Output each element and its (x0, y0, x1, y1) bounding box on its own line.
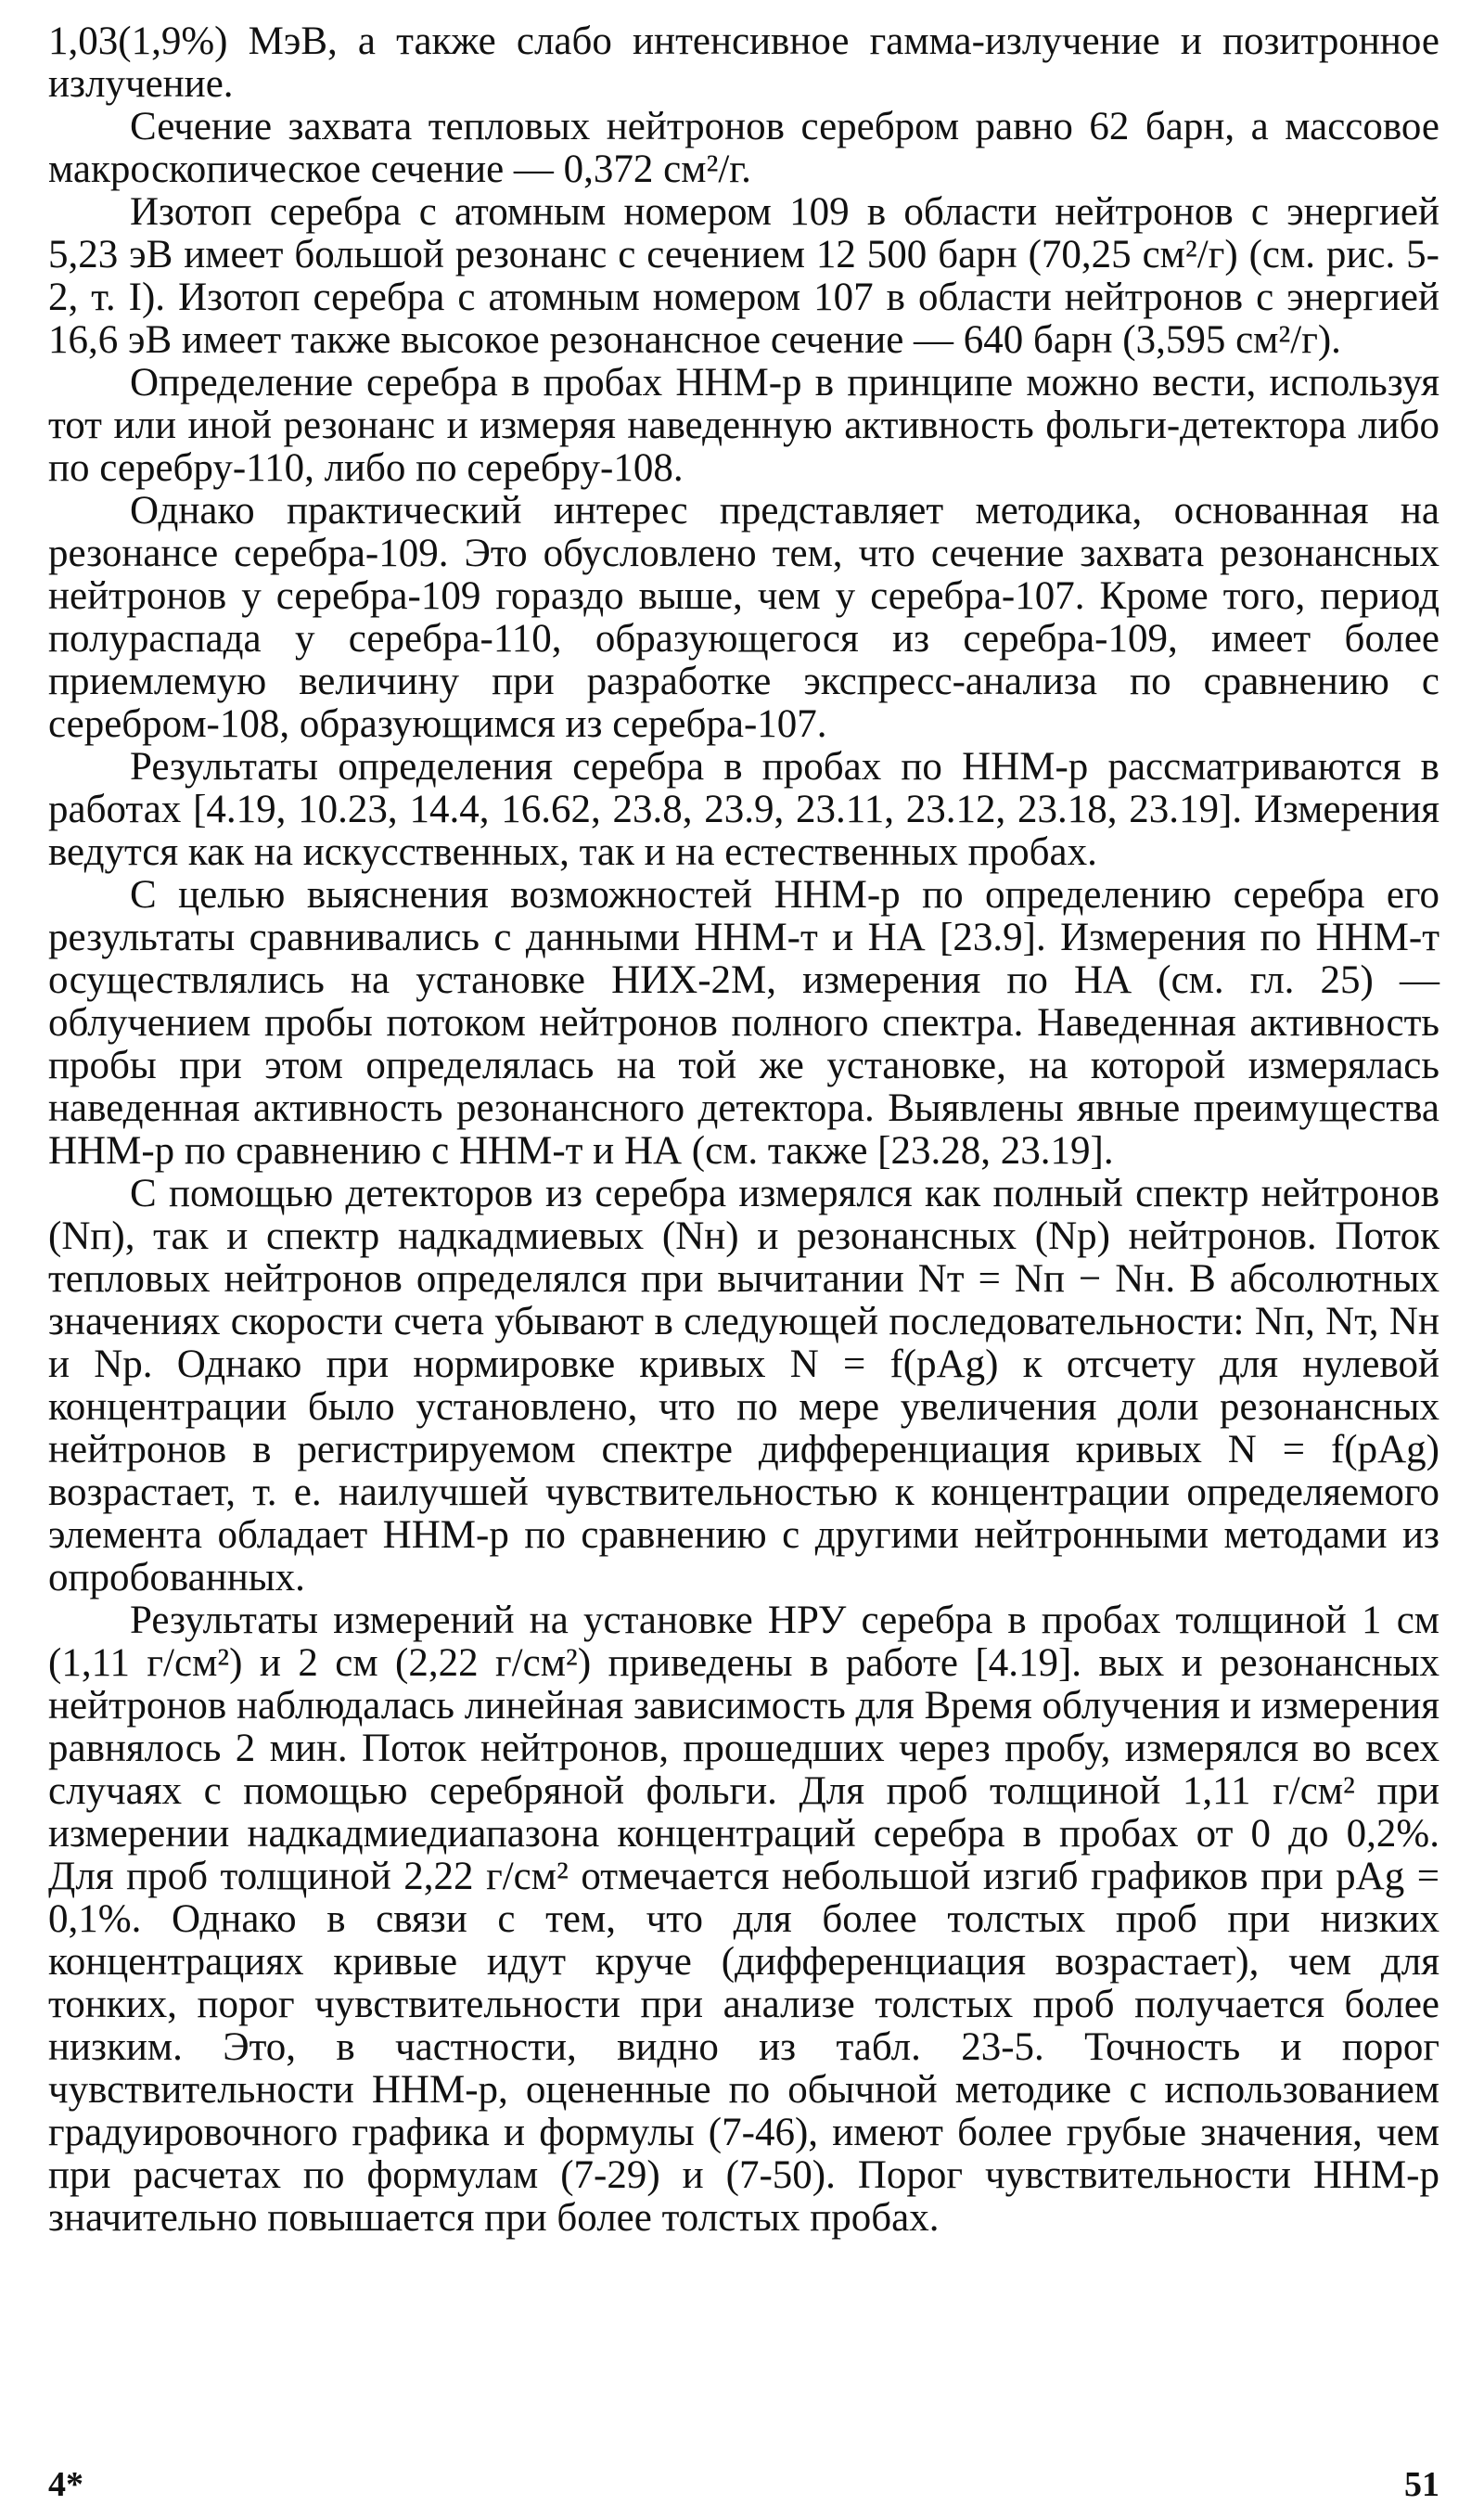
page-footer (48, 2464, 1439, 2505)
paragraph-7: С целью выяснения возможностей ННМ-р по определению серебра его результаты сравнивались с данными ННМ-т и НА [23.9]. Измерения по ННМ-т осуществлялись на установке НИХ-2М, измерения по НА (см. гл. 25) — облучением пробы потоком нейтронов полного спектра. Наведенная активность пробы при этом определялась на той же установке, на которой измерялась наведенная активность резонансного детектора. Выявлены явные преимущества ННМ-р по сравнению с ННМ-т и НА (см. также [23.28, 23.19]. (48, 873, 1439, 1173)
signature-mark: 4* (48, 2465, 83, 2504)
page-number: 51 (1404, 2465, 1439, 2504)
paragraph-9: Результаты измерений на установке НРУ серебра в пробах толщиной 1 см (1,11 г/см²) и 2 см (2,22 г/см²) приведены в работе [4.19]. вых и резонансных нейтронов наблюдалась линейная зависимость для Время облучения и измерения равнялось 2 мин. Поток нейтронов, прошедших через пробу, измерялся во всех случаях с помощью серебряной фольги. Для проб толщиной 1,11 г/см² при измерении надкадмиедиапазона концентраций серебра в пробах от 0 до 0,2%. Для проб толщиной 2,22 г/см² отмечается небольшой изгиб графиков при pAg = 0,1%. Однако в связи с тем, что для более толстых проб при низких концентрациях кривые идут круче (дифференциация возрастает), чем для тонких, порог чувствительности при анализе толстых проб получается более низким. Это, в частности, видно из табл. 23-5. Точность и порог чувствительности ННМ-р, оцененные по обычной методике с использованием градуировочного графика и формулы (7-46), имеют более грубые значения, чем при расчетах по формулам (7-29) и (7-50). Порог чувствительности ННМ-р значительно повышается при более толстых пробах. (48, 1599, 1439, 2240)
paragraph-2: Сечение захвата тепловых нейтронов серебром равно 62 барн, а массовое макроскопическое сечение — 0,372 см²/г. (48, 105, 1439, 191)
paragraph-6: Результаты определения серебра в пробах по ННМ-р рассматриваются в работах [4.19, 10.23, 14.4, 16.62, 23.8, 23.9, 23.11, 23.12, 23.18, 23.19]. Измерения ведутся как на искусственных, так и на естественных пробах. (48, 745, 1439, 874)
paragraph-1: 1,03(1,9%) МэВ, а также слабо интенсивное гамма-излучение и позитронное излучение. (48, 19, 1439, 106)
paragraph-5: Однако практический интерес представляет методика, основанная на резонансе серебра-109. Это обусловлено тем, что сечение захвата резонансных нейтронов у серебра-109 гораздо выше, чем у серебра-107. Кроме того, период полураспада у серебра-110, образующегося из серебра-109, имеет более приемлемую величину при разработке экспресс-анализа по сравнению с серебром-108, образующимся из серебра-107. (48, 489, 1439, 746)
paragraph-4: Определение серебра в пробах ННМ-р в принципе можно вести, используя тот или иной резонанс и измеряя наведенную активность фольги-детектора либо по серебру-110, либо по серебру-108. (48, 361, 1439, 490)
paragraph-8: С помощью детекторов из серебра измерялся как полный спектр нейтронов (Nп), так и спектр надкадмиевых (Nн) и резонансных (Nр) нейтронов. Поток тепловых нейтронов определялся при вычитании Nт = Nп − Nн. В абсолютных значениях скорости счета убывают в следующей последовательности: Nп, Nт, Nн и Nр. Однако при нормировке кривых N = f(pAg) к отсчету для нулевой концентрации было установлено, что по мере увеличения доли резонансных нейтронов в регистрируемом спектре дифференциация кривых N = f(pAg) возрастает, т. е. наилучшей чувствительностью к концентрации определяемого элемента обладает ННМ-р по сравнению с другими нейтронными методами из опробованных. (48, 1172, 1439, 1599)
paragraph-3: Изотоп серебра с атомным номером 109 в области нейтронов с энергией 5,23 эВ имеет большой резонанс с сечением 12 500 барн (70,25 см²/г) (см. рис. 5-2, т. I). Изотоп серебра с атомным номером 107 в области нейтронов с энергией 16,6 эВ имеет также высокое резонансное сечение — 640 барн (3,595 см²/г). (48, 190, 1439, 362)
page-body (48, 20, 1439, 2507)
